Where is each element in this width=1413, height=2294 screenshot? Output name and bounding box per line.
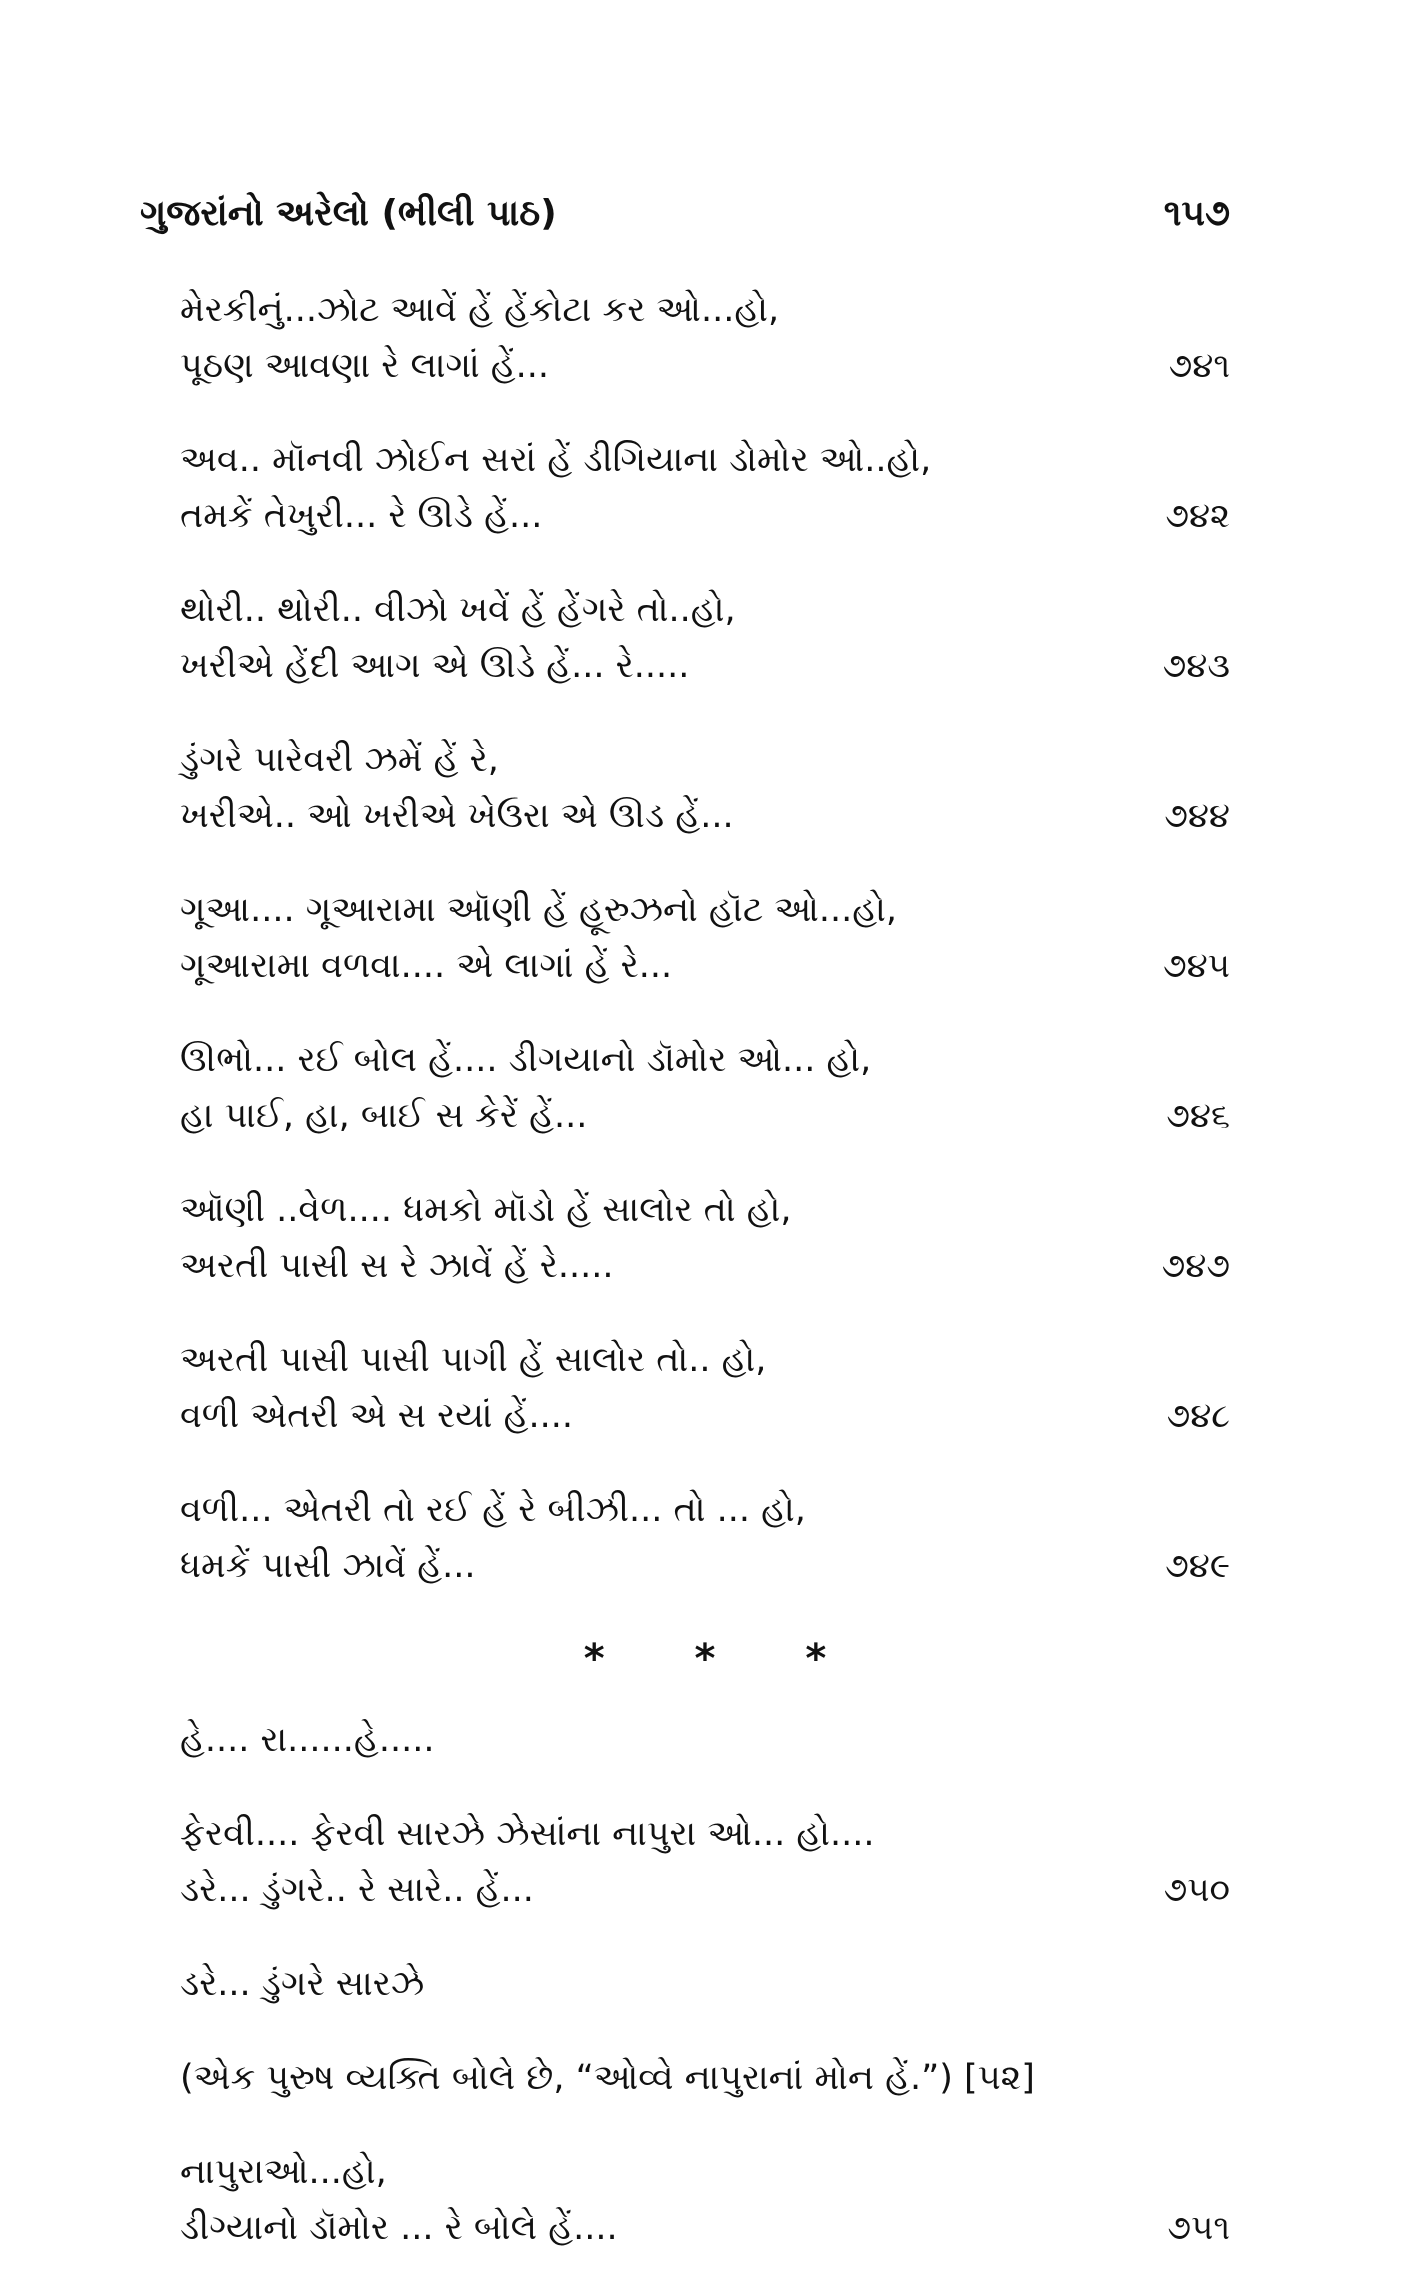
verse-line-numbered bbox=[180, 2200, 1230, 2256]
verse-line-numbered bbox=[180, 1088, 1230, 1144]
verse-number: ૭૪૨ bbox=[1165, 496, 1230, 536]
running-title: ગુજરાંનો અરેલો (ભીલી પાઠ) bbox=[140, 193, 557, 234]
verse-number: ૭૫૦ bbox=[1163, 1870, 1230, 1910]
verse-number: ૭૪૧ bbox=[1168, 346, 1230, 386]
verse-body bbox=[180, 282, 1230, 2294]
verse-line-numbered bbox=[180, 1388, 1230, 1444]
speaker-note: (એક પુરુષ વ્યક્તિ બોલે છે, “ઓવ્વે નાપુરાનાં મોન હેં.”) [૫૨] bbox=[180, 2058, 1035, 2098]
stanza-743 bbox=[180, 582, 1230, 694]
verse-line: અરતી પાસી પાસી પાગી હેં સાલોર તો.. હો, bbox=[180, 1340, 767, 1380]
stanza-746 bbox=[180, 1032, 1230, 1144]
verse-line: હા પાઈ, હા, બાઈ સ કેરેં હેં... bbox=[180, 1096, 588, 1136]
verse-line-numbered bbox=[180, 1862, 1230, 1918]
verse-line: વળી એતરી એ સ રયાં હેં.... bbox=[180, 1396, 573, 1436]
verse-number: ૭૪૭ bbox=[1161, 1246, 1230, 1286]
verse-line: ખરીએ.. ઓ ખરીએ ખેઉરા એ ઊડ હેં... bbox=[180, 796, 734, 836]
stanza-748 bbox=[180, 1332, 1230, 1444]
intro-line-block bbox=[180, 1712, 1230, 1768]
verse-line: ગૂઆરામા વળવા.... એ લાગાં હેં રે... bbox=[180, 946, 673, 986]
verse-line-numbered bbox=[180, 938, 1230, 994]
verse-line: તમકેં તેખુરી... રે ઊડે હેં... bbox=[180, 496, 543, 536]
verse-line: અવ.. મૉનવી ઝોઈન સરાં હેં ડીગિયાના ડોમોર ઓ..હો, bbox=[180, 440, 932, 480]
verse-line: ઊભો... રઈ બોલ હેં.... ડીગયાનો ડૉમોર ઓ... હો, bbox=[180, 1040, 872, 1080]
running-header bbox=[140, 186, 1230, 242]
refrain-block bbox=[180, 1956, 1230, 2012]
verse-line-numbered bbox=[180, 1538, 1230, 1594]
verse-line-numbered bbox=[180, 488, 1230, 544]
verse-line: ગૂઆ.... ગૂઆરામા ઑણી હેં હૂરુઝનો હૉટ ઓ...હો, bbox=[180, 890, 897, 930]
verse-line: ડરે... ડુંગરે.. રે સારે.. હેં... bbox=[180, 1870, 534, 1910]
verse-line: ધમકેં પાસી ઝાવેં હેં... bbox=[180, 1546, 476, 1586]
stanza-742 bbox=[180, 432, 1230, 544]
verse-line: મેરકીનું...ઝોટ આવેં હેં હેંકોટા કર ઓ...હો, bbox=[180, 290, 780, 330]
verse-line-numbered bbox=[180, 638, 1230, 694]
verse-number: ૭૪૩ bbox=[1162, 646, 1230, 686]
verse-number: ૭૪૫ bbox=[1162, 946, 1230, 986]
verse-line: થોરી.. થોરી.. વીઝો ખવેં હેં હેંગરે તો..હો, bbox=[180, 590, 736, 630]
stanza-750 bbox=[180, 1806, 1230, 1918]
verse-number: ૭૫૧ bbox=[1167, 2208, 1230, 2248]
verse-line: ડુંગરે પારેવરી ઝમેં હેં રે, bbox=[180, 740, 499, 780]
stanza-745 bbox=[180, 882, 1230, 994]
note-block bbox=[180, 2050, 1230, 2106]
verse-number: ૭૪૬ bbox=[1166, 1096, 1230, 1136]
verse-line: પૂઠણ આવણા રે લાગાં હેં... bbox=[180, 346, 550, 386]
verse-line: વળી... એતરી તો રઈ હેં રે બીઝી... તો ... હો, bbox=[180, 1490, 806, 1530]
verse-line: નાપુરાઓ...હો, bbox=[180, 2152, 387, 2192]
verse-line: અરતી પાસી સ રે ઝાવેં હેં રે..... bbox=[180, 1246, 614, 1286]
verse-line-numbered bbox=[180, 338, 1230, 394]
page-number: ૧૫૭ bbox=[1163, 193, 1230, 234]
stanza-741 bbox=[180, 282, 1230, 394]
verse-line: ફેરવી.... ફેરવી સારઝે ઝેસાંના નાપુરા ઓ... હો.... bbox=[180, 1814, 875, 1854]
stanza-747 bbox=[180, 1182, 1230, 1294]
verse-line: ઑણી ..વેળ.... ધમકો મૉડો હેં સાલોર તો હો, bbox=[180, 1190, 792, 1230]
verse-line: ખરીએ હેંદી આગ એ ઊડે હેં... રે..... bbox=[180, 646, 690, 686]
verse-number: ૭૪૮ bbox=[1166, 1396, 1230, 1436]
section-separator: * * * bbox=[583, 1636, 865, 1682]
stanza-749 bbox=[180, 1482, 1230, 1594]
verse-line-numbered bbox=[180, 788, 1230, 844]
stanza-751 bbox=[180, 2144, 1230, 2256]
verse-number: ૭૪૪ bbox=[1164, 796, 1230, 836]
refrain-line: ડરે... ડુંગરે સારઝે bbox=[180, 1964, 425, 2004]
intro-line: હે.... રા......હે..... bbox=[180, 1720, 435, 1760]
verse-number: ૭૪૯ bbox=[1165, 1546, 1230, 1586]
verse-line: ડીગ્યાનો ડૉમોર ... રે બોલે હેં.... bbox=[180, 2208, 618, 2248]
stanza-744 bbox=[180, 732, 1230, 844]
verse-line-numbered bbox=[180, 1238, 1230, 1294]
